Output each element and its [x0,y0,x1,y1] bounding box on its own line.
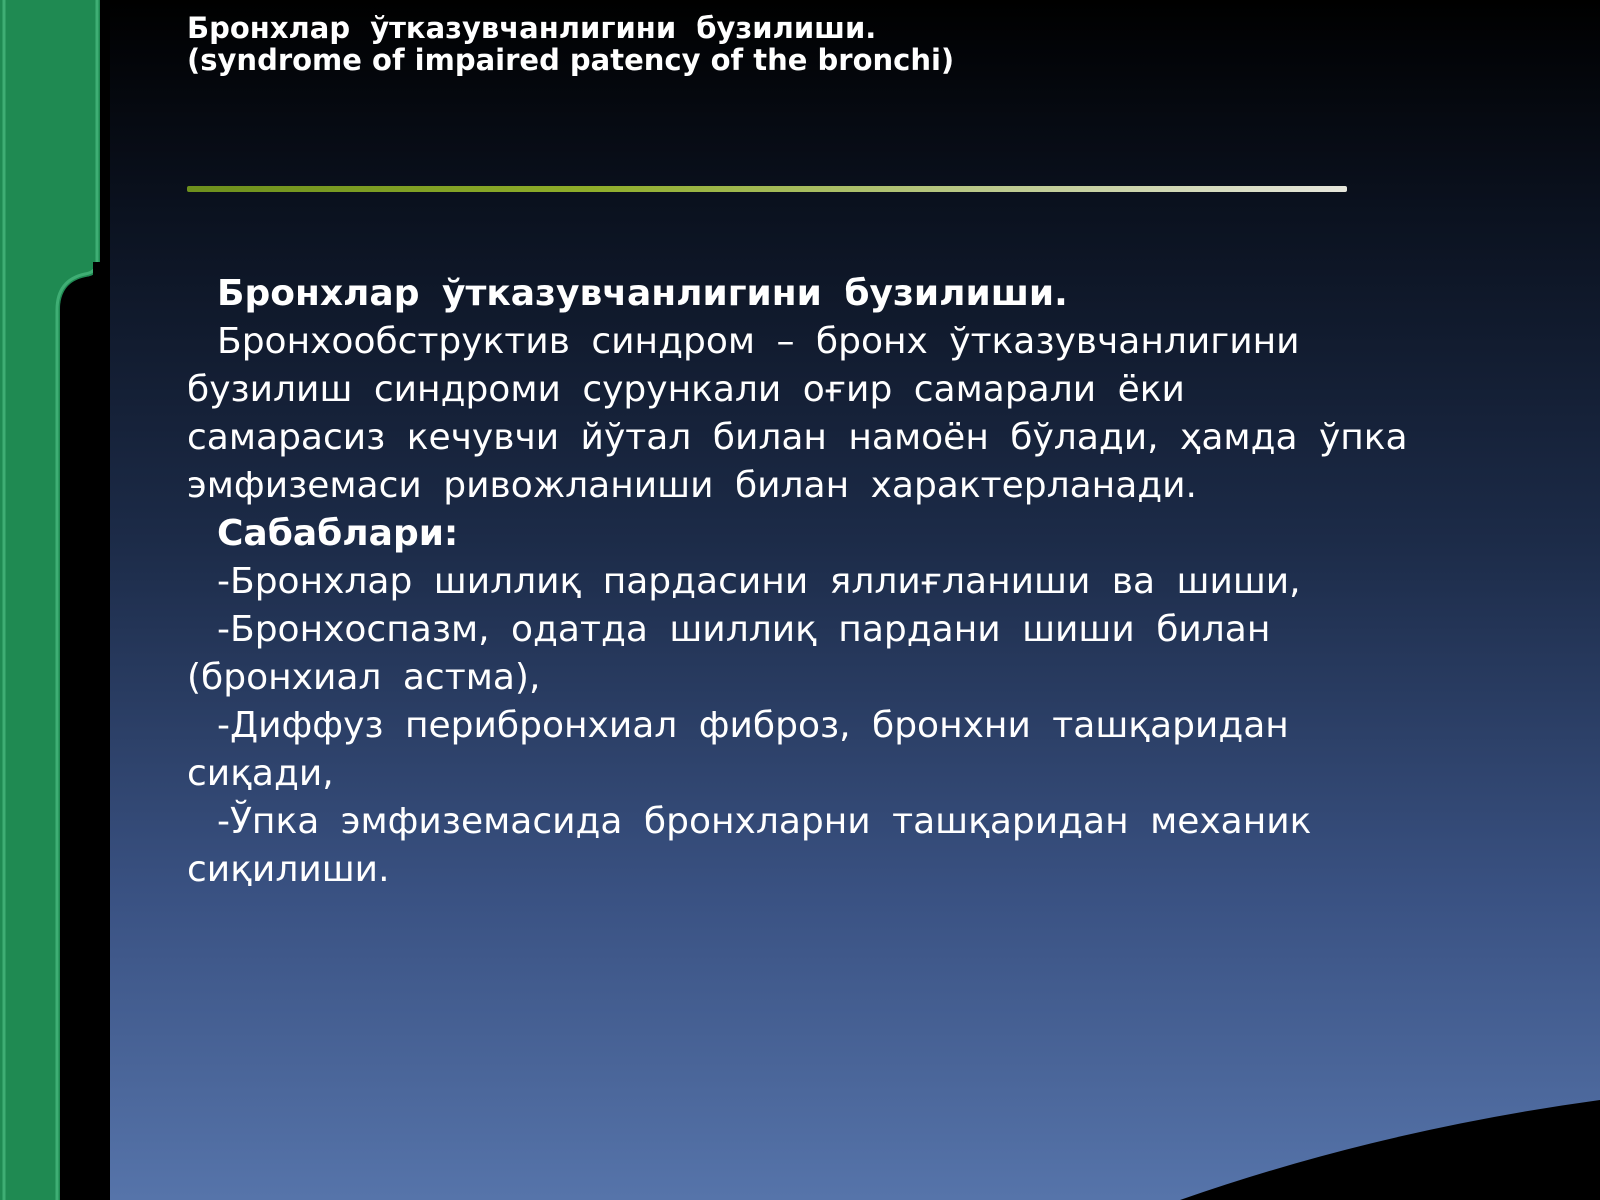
left-sidebar-decoration [0,0,110,1200]
title-line-uzbek: Бронхлар ўтказувчанлигини бузилиши. [187,11,877,45]
causes-heading: Сабаблари: [217,513,459,554]
definition-line: самарасиз кечувчи йўтал билан намоён бўлади, ҳамда ўпка [187,417,1408,458]
cause-item: -Бронхоспазм, одатда шиллиқ пардани шиши билан [217,609,1271,650]
slide-title [187,12,1487,76]
cause-item: -Ўпка эмфиземасида бронхларни ташқаридан механик [217,801,1312,842]
cause-item: -Диффуз перибронхиал фиброз, бронхни ташқаридан [217,705,1289,746]
title-line-english: (syndrome of impaired patency of the bronchi) [187,43,955,77]
body-heading: Бронхлар ўтказувчанлигини бузилиши. [217,273,1068,314]
cause-item-continuation: сиқилиши. [187,849,390,890]
slide-body [187,270,1437,894]
definition-line: Бронхообструктив синдром – бронх ўтказувчанлигини [217,321,1300,362]
title-divider [187,186,1347,192]
cause-item-continuation: сиқади, [187,753,334,794]
definition-line: эмфиземаси ривожланиши билан характерланади. [187,465,1197,506]
definition-line: бузилиш синдроми сурункали оғир самарали ёки [187,369,1185,410]
bottom-wave-decoration [0,1060,1600,1200]
cause-item-continuation: (бронхиал астма), [187,657,541,698]
cause-item: -Бронхлар шиллиқ пардасини яллиғланиши ва шиши, [217,561,1301,602]
